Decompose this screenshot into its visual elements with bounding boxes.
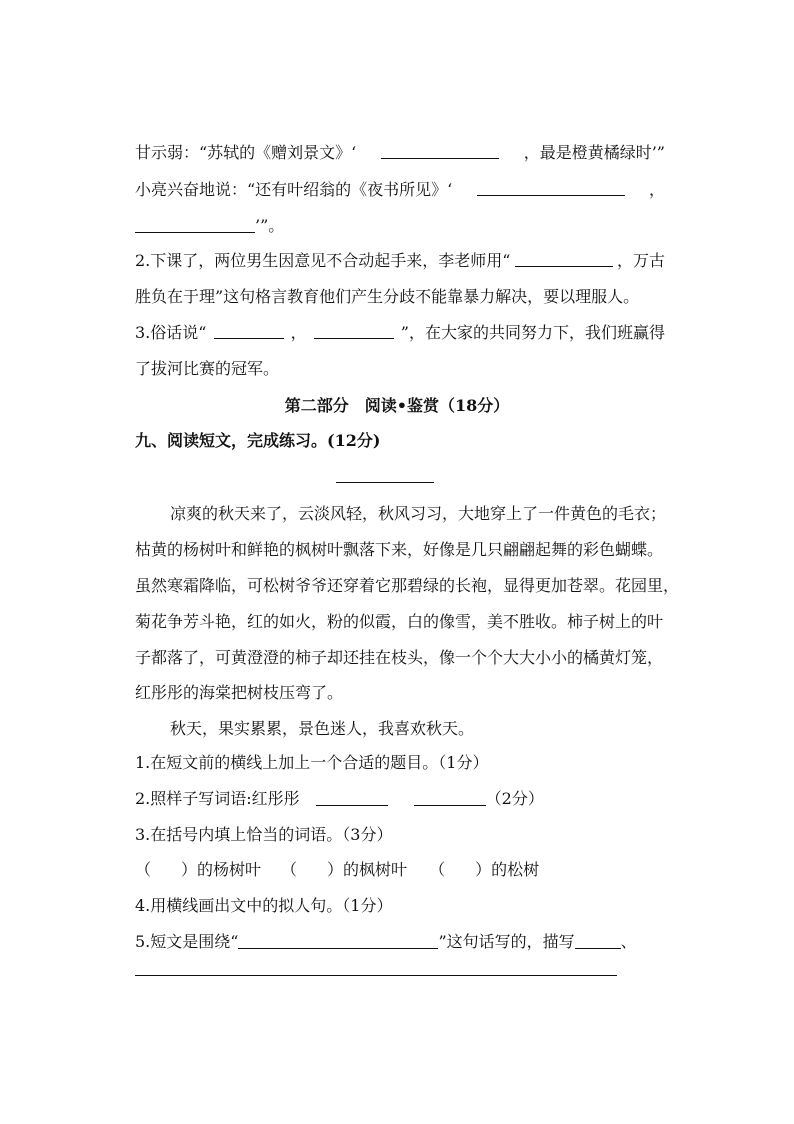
answer-line[interactable] xyxy=(135,975,617,976)
answer-blank[interactable] xyxy=(575,932,621,949)
paren-open: （ xyxy=(429,860,446,879)
question-5-text-c: 、 xyxy=(620,932,637,951)
question9-title: 九、阅读短文，完成练习。(12分) xyxy=(135,431,381,450)
question-1: 1.在短文前的横线上加上一个合适的题目。（1分） xyxy=(135,753,489,772)
passage-line: 虽然寒霜降临，可松树爷爷还穿着它那碧绿的长袍，显得更加苍翠。花园里， xyxy=(135,576,680,595)
part1-line1-text-a: 甘示弱：“苏轼的《赠刘景文》‘ xyxy=(135,143,357,162)
answer-blank[interactable] xyxy=(135,216,255,233)
part1-q3-line1 xyxy=(135,322,665,344)
part1-line2-text-b: ， xyxy=(648,180,665,199)
question-4: 4.用横线画出文中的拟人句。（1分） xyxy=(135,896,393,915)
part1-q3-line2: 了拔河比赛的冠军。 xyxy=(135,359,280,378)
part1-q2-line1 xyxy=(135,250,665,272)
q2-text-a: 2.下课了，两位男生因意见不合动起手来，李老师用“ xyxy=(135,251,511,270)
part1-line3-text: ’”。 xyxy=(255,216,285,235)
passage-line: 枯黄的杨树叶和鲜艳的枫树叶飘落下来，好像是几只翩翩起舞的彩色蝴蝶。 xyxy=(135,540,664,559)
q3-text-c: ”，在大家的共同努力下，我们班赢得 xyxy=(400,323,665,342)
q3-text-b: ， xyxy=(290,323,307,342)
passage-line: 红彤彤的海棠把树枝压弯了。 xyxy=(135,683,344,702)
paren-open: （ xyxy=(135,860,152,879)
passage-line: 子都落了，可黄澄澄的柿子却还挂在枝头，像一个个大大小小的橘黄灯笼， xyxy=(135,648,664,667)
part1-line1-text-b: ，最是橙黄橘绿时’” xyxy=(523,143,665,162)
question-3: 3.在括号内填上恰当的词语。（3分） xyxy=(135,825,393,844)
item-poplar-leaves: ）的杨树叶 xyxy=(181,860,262,879)
section-title: 第二部分 阅读•鉴赏（18分） xyxy=(284,396,510,415)
passage-paragraph2: 秋天，果实累累，景色迷人，我喜欢秋天。 xyxy=(170,719,475,738)
question-2-text-b: （2分） xyxy=(485,789,544,808)
part1-line3 xyxy=(135,215,665,237)
answer-blank[interactable] xyxy=(214,322,284,339)
question-3-items xyxy=(135,859,665,881)
answer-blank[interactable] xyxy=(316,789,388,806)
passage-line: 凉爽的秋天来了，云淡风轻，秋风习习，大地穿上了一件黄色的毛衣； xyxy=(170,504,667,523)
passage-title-blank[interactable] xyxy=(336,482,434,483)
answer-blank[interactable] xyxy=(477,179,625,196)
passage-line: 菊花争芳斗艳，红的如火，粉的似霞，白的像雪，美不胜收。柿子树上的叶 xyxy=(135,612,664,631)
item-maple-leaves: ）的枫树叶 xyxy=(327,860,408,879)
question-5-text-a: 5.短文是围绕“ xyxy=(135,932,239,951)
answer-blank[interactable] xyxy=(381,142,499,159)
item-pine-tree: ）的松树 xyxy=(475,860,540,879)
answer-blank[interactable] xyxy=(414,789,486,806)
part1-line2-text-a: 小亮兴奋地说：“还有叶绍翁的《夜书所见》‘ xyxy=(135,180,453,199)
answer-blank[interactable] xyxy=(238,932,438,949)
question-5 xyxy=(135,931,665,953)
q3-text-a: 3.俗话说“ xyxy=(135,323,207,342)
answer-blank[interactable] xyxy=(314,322,394,339)
q2-text-b: ，万古 xyxy=(616,251,665,270)
paren-open: （ xyxy=(281,860,298,879)
part1-q2-line2: 胜负在于理”这句格言教育他们产生分歧不能靠暴力解决，要以理服人。 xyxy=(135,287,640,306)
part1-line2 xyxy=(135,179,665,201)
part1-line1 xyxy=(135,142,665,164)
answer-blank[interactable] xyxy=(515,250,613,267)
question-2-text-a: 2.照样子写词语:红彤彤 xyxy=(135,789,300,808)
question-2 xyxy=(135,788,665,810)
question-5-text-b: ”这句话写的，描写 xyxy=(438,932,575,951)
